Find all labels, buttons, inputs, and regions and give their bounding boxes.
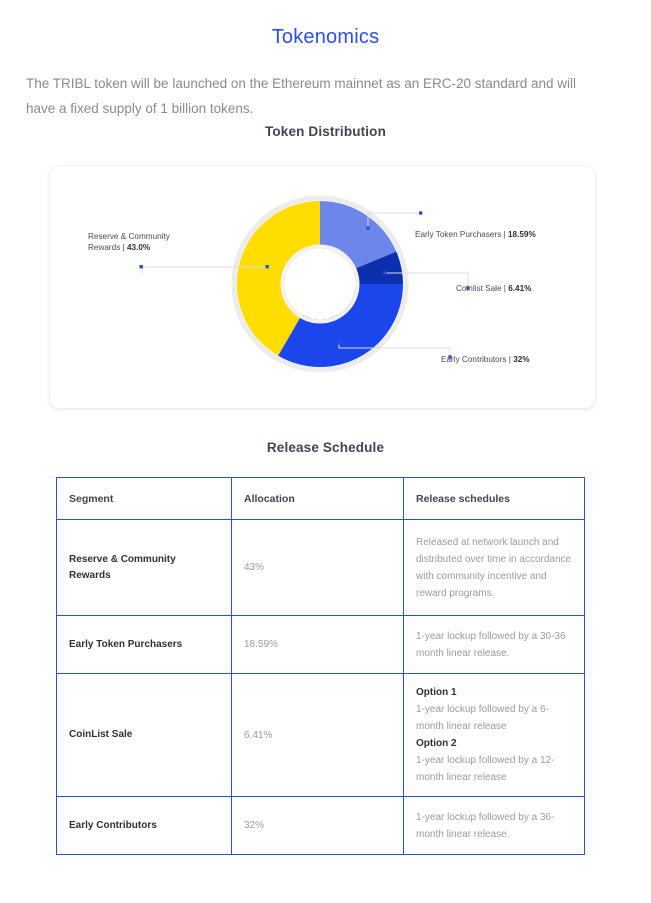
cell-segment-purchasers: Early Token Purchasers (57, 616, 232, 674)
chart-label-early-contributors (441, 354, 530, 365)
leader-dot-purchasers-inner (366, 226, 369, 229)
cell-allocation-contributors: 32% (232, 797, 404, 855)
chart-label-coinlist-value: 6.41% (508, 284, 532, 293)
coinlist-option1-label: Option 1 (416, 687, 457, 698)
chart-label-purchasers-name: Early Token Purchasers | (415, 230, 508, 239)
coinlist-option2-label: Option 2 (416, 738, 457, 749)
cell-allocation-purchasers: 18.59% (232, 616, 404, 674)
coinlist-option2-text: 1-year lockup followed by a 12-month linear release (416, 755, 555, 783)
leader-dot-purchasers-outer (419, 211, 422, 214)
donut-hole (285, 249, 356, 320)
page-title: Tokenomics (271, 26, 380, 48)
chart-label-purchasers-value: 18.59% (508, 230, 536, 239)
cell-segment-reserve: Reserve & Community Rewards (57, 520, 232, 616)
column-header-allocation: Allocation (232, 478, 404, 520)
chart-label-reserve-value: 43.0% (126, 243, 151, 252)
chart-label-contributors-name: Early Contributors | (441, 355, 514, 364)
cell-allocation-reserve: 43% (232, 520, 404, 616)
leader-dot-contributors-inner (337, 341, 340, 344)
release-schedule-heading: Release Schedule (266, 440, 385, 455)
chart-label-early-token-purchasers (415, 229, 536, 240)
leader-dot-reserve-outer (140, 265, 143, 268)
table-row (57, 797, 585, 855)
cell-segment-coinlist: CoinList Sale (57, 674, 232, 797)
cell-schedule-reserve: Released at network launch and distributed over time in accordance with community incentive and reward programs. (404, 520, 585, 616)
table-row (57, 520, 585, 616)
table-row (57, 616, 585, 674)
leader-dot-coinlist-inner (383, 271, 386, 274)
table-row (57, 674, 585, 797)
release-schedule-table (56, 477, 585, 855)
cell-schedule-contributors: 1-year lockup followed by a 36-month linear release. (404, 797, 585, 855)
cell-schedule-coinlist (404, 674, 585, 797)
column-header-segment: Segment (57, 478, 232, 520)
chart-label-coinlist-sale (456, 283, 531, 294)
chart-label-coinlist-name: Coinlist Sale | (456, 284, 509, 293)
cell-schedule-purchasers: 1-year lockup followed by a 30-36 month linear release. (404, 616, 585, 674)
release-schedule-table-wrapper (56, 477, 584, 855)
cell-allocation-coinlist: 6.41% (232, 674, 404, 797)
chart-label-reserve-line2: Rewards | (88, 243, 127, 252)
table-header-row (57, 478, 585, 520)
leader-dot-reserve-inner (266, 265, 269, 268)
coinlist-option1-text: 1-year lockup followed by a 6-month linear release (416, 704, 549, 732)
chart-label-reserve-community-rewards (88, 231, 170, 253)
token-distribution-heading: Token Distribution (265, 124, 386, 139)
cell-segment-contributors: Early Contributors (57, 797, 232, 855)
chart-label-contributors-value: 32% (513, 355, 530, 364)
chart-label-reserve-line1: Reserve & Community (88, 232, 170, 241)
intro-paragraph: The TRIBL token will be launched on the Ethereum mainnet as an ERC-20 standard and will have a fixed supply of 1 billion tokens. (26, 76, 577, 116)
column-header-release-schedules: Release schedules (404, 478, 585, 520)
